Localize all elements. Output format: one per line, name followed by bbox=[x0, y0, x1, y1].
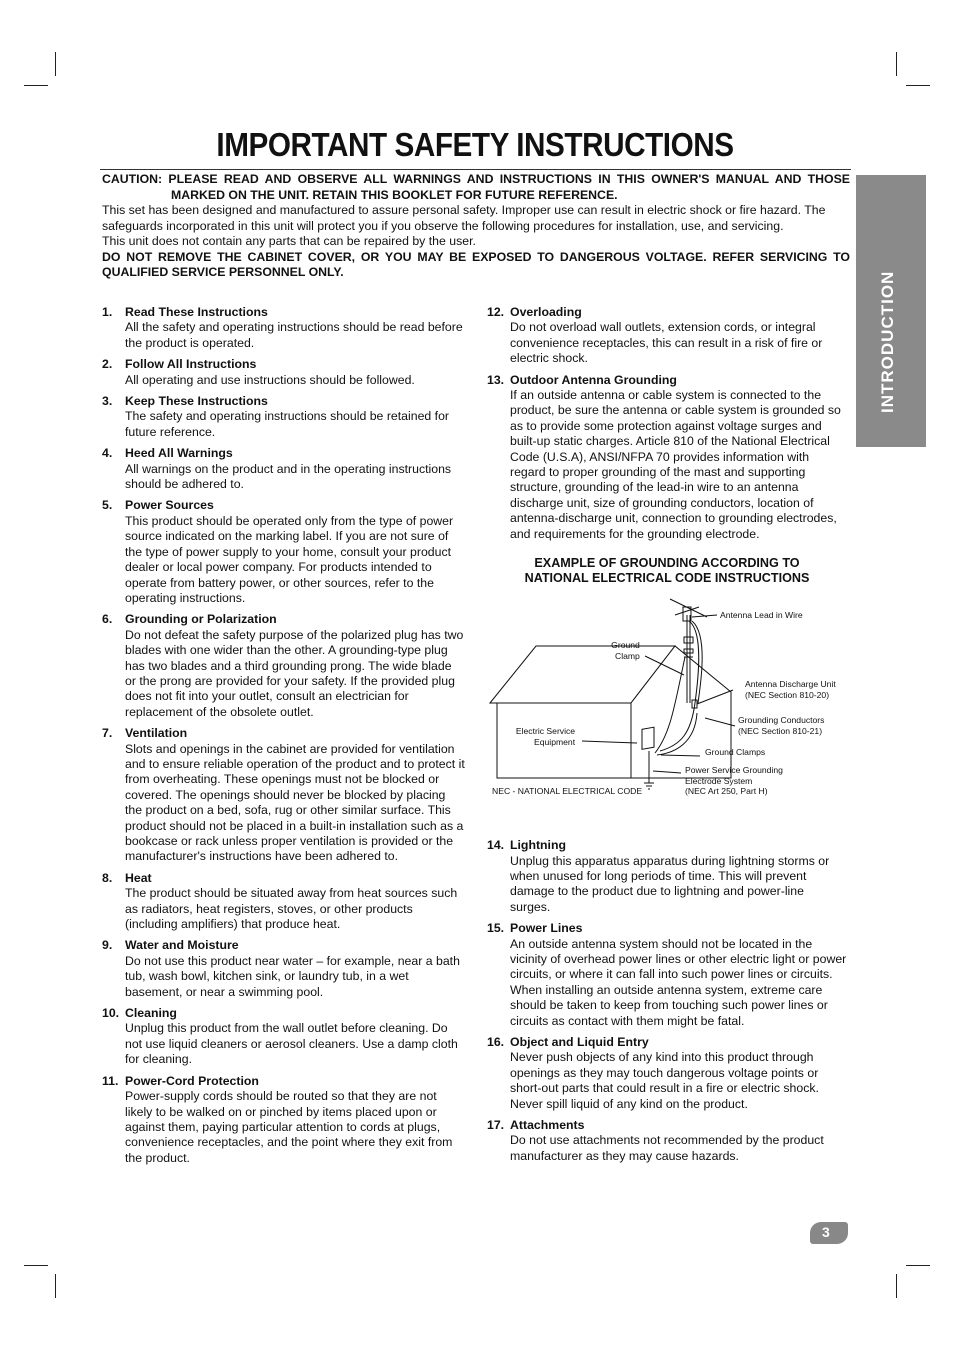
intro-paragraph: This unit does not contain any parts that can be repaired by the user. bbox=[102, 234, 476, 248]
list-item: 12. Overloading Do not overload wall outlets, extension cords, or integral convenience receptacles, this can result in a risk of fire or electric shock. bbox=[487, 305, 823, 366]
diagram-title: EXAMPLE OF GROUNDING ACCORDING TO NATIONAL ELECTRICAL CODE INSTRUCTIONS bbox=[524, 556, 810, 585]
list-item: 15. Power Lines An outside antenna system should not be located in the vicinity of overhead power lines or other electric light or power circuits, or where it can fall into such power lines or circuits. When installing an outside antenna system, extreme care should be taken to keep from touching such power lines or circuits as contact with them might be fatal. bbox=[487, 921, 847, 1028]
crop-mark bbox=[55, 52, 56, 76]
list-item: 9. Water and Moisture Do not use this product near water – for example, near a bath tub, wash bowl, kitchen sink, or laundry tub, in a wet basement, or near a swimming pool. bbox=[102, 938, 460, 999]
list-item: 14. Lightning Unplug this apparatus apparatus during lightning storms or when unused for long periods of time. This will prevent damage to the product due to lightning and power-line surges. bbox=[487, 838, 830, 914]
nec-label: NEC - NATIONAL ELECTRICAL CODE bbox=[492, 786, 643, 797]
list-item: 7. Ventilation Slots and openings in the cabinet are provided for ventilation and to ensure reliable operation of the product and to protect it from overheating. These openings must not be blocked or covered. The openings should never be blocked by placing the product on a bed, sofa, rug or other similar surface. This product should not be placed in a built-in installation such as a bookcase or rack unless proper ventilation is provided or the manufacturer's instructions have been adhered to. bbox=[102, 726, 465, 864]
list-item: 5. Power Sources This product should be operated only from the type of power source indicated on the marking label. If you are not sure of the type of power supply to your home, consult your product dealer or local power company. For products intended to operate from battery power, or other sources, refer to the operating instructions. bbox=[102, 498, 454, 605]
page-title: IMPORTANT SAFETY INSTRUCTIONS bbox=[216, 126, 734, 163]
page-number: 3 bbox=[822, 1224, 830, 1240]
crop-mark bbox=[24, 1265, 48, 1266]
section-tab-label: INTRODUCTION bbox=[878, 270, 897, 413]
grounding-conductors-label: Grounding Conductors (NEC Section 810-21) bbox=[738, 715, 825, 736]
crop-mark bbox=[896, 1274, 897, 1298]
intro-block bbox=[102, 172, 850, 281]
list-item: 8. Heat The product should be situated away from heat sources such as radiators, heat registers, stoves, or other products (including amplifiers) that produce heat. bbox=[102, 870, 458, 932]
crop-mark bbox=[896, 52, 897, 76]
electrode-label: Power Service Grounding Electrode System (NEC Art 250, Part H) bbox=[685, 765, 783, 797]
crop-mark bbox=[906, 1265, 930, 1266]
list-item: 11. Power-Cord Protection Power-supply cords should be routed so that they are not likely to be walked on or pinched by items placed upon or against them, paying particular attention to cords at plugs, convenience receptacles, and the point where they exit from the product. bbox=[102, 1073, 453, 1165]
crop-mark bbox=[24, 85, 48, 86]
warning-text: DO NOT REMOVE THE CABINET COVER, OR YOU MAY BE EXPOSED TO DANGEROUS VOLTAGE. REFER SERVICING TO QUALIFIED SERVICE PERSONNEL ONLY. bbox=[102, 249, 850, 279]
list-item: 2. Follow All Instructions All operating and use instructions should be followed. bbox=[102, 357, 415, 387]
title-rule bbox=[100, 169, 851, 170]
list-item: 13. Outdoor Antenna Grounding If an outside antenna or cable system is connected to the product, be sure the antenna or cable system is grounded so as to provide some protection against voltage surges and built-up static charges. Article 810 of the National Electrical Code (U.S.A), ANSI/NFPA 70 provides information with regard to proper grounding of the mast and supporting structure, grounding of the lead-in wire to an antenna discharge unit, size of grounding conductors, location of antenna-discharge unit, connection to grounding electrodes, and requirements for the grounding electrode. bbox=[487, 372, 841, 541]
left-column bbox=[102, 305, 465, 1172]
list-item: 4. Heed All Warnings All warnings on the product and in the operating instructions should be adhered to. bbox=[102, 446, 452, 492]
crop-mark bbox=[906, 85, 930, 86]
intro-paragraph: This set has been designed and manufactured to assure personal safety. Improper use can result in electric shock or fire hazard. The safeguards incorporated in this unit will protect you if you observe the following procedures for installation, use, and servicing. bbox=[102, 203, 826, 233]
ground-clamps-label: Ground Clamps bbox=[705, 747, 766, 758]
page-number-badge bbox=[810, 1222, 848, 1244]
ground-clamp-label: Ground Clamp bbox=[611, 640, 640, 661]
right-column bbox=[487, 305, 847, 1170]
caution-text: CAUTION: PLEASE READ AND OBSERVE ALL WARNINGS AND INSTRUCTIONS IN THIS OWNER'S MANUAL AND THOSE MARKED ON THE UNIT. RETAIN THIS BOOKLET FOR FUTURE REFERENCE. bbox=[102, 172, 850, 202]
list-item: 3. Keep These Instructions The safety and operating instructions should be retained for future reference. bbox=[102, 394, 450, 439]
antenna-lead-label: Antenna Lead in Wire bbox=[720, 610, 803, 621]
section-tab bbox=[856, 175, 926, 447]
grounding-diagram bbox=[485, 593, 847, 838]
list-item: 1. Read These Instructions All the safety and operating instructions should be read before the product is operated. bbox=[102, 305, 463, 350]
list-item: 6. Grounding or Polarization Do not defeat the safety purpose of the polarized plug has two blades with one wider than the other. A grounding-type plug has two blades and a third grounding prong. The wide blade or the prong are provided for your safety. If the provided plug does not fit into your outlet, consult an electrician for replacement of the obsolete outlet. bbox=[102, 612, 464, 719]
list-item: 10. Cleaning Unplug this product from the wall outlet before cleaning. Do not use liquid cleaners or aerosol cleaners. Use a damp cloth for cleaning. bbox=[102, 1006, 458, 1067]
list-item: 17. Attachments Do not use attachments not recommended by the product manufacturer as they may cause hazards. bbox=[487, 1118, 824, 1163]
list-item: 16. Object and Liquid Entry Never push objects of any kind into this product through openings as they may touch dangerous voltage points or short-out parts that could result in a fire or electric shock. Never spill liquid of any kind on the product. bbox=[487, 1034, 819, 1111]
service-equipment-label: Electric Service Equipment bbox=[515, 726, 576, 747]
crop-mark bbox=[55, 1274, 56, 1298]
discharge-unit-label: Antenna Discharge Unit (NEC Section 810-20) bbox=[745, 679, 836, 700]
